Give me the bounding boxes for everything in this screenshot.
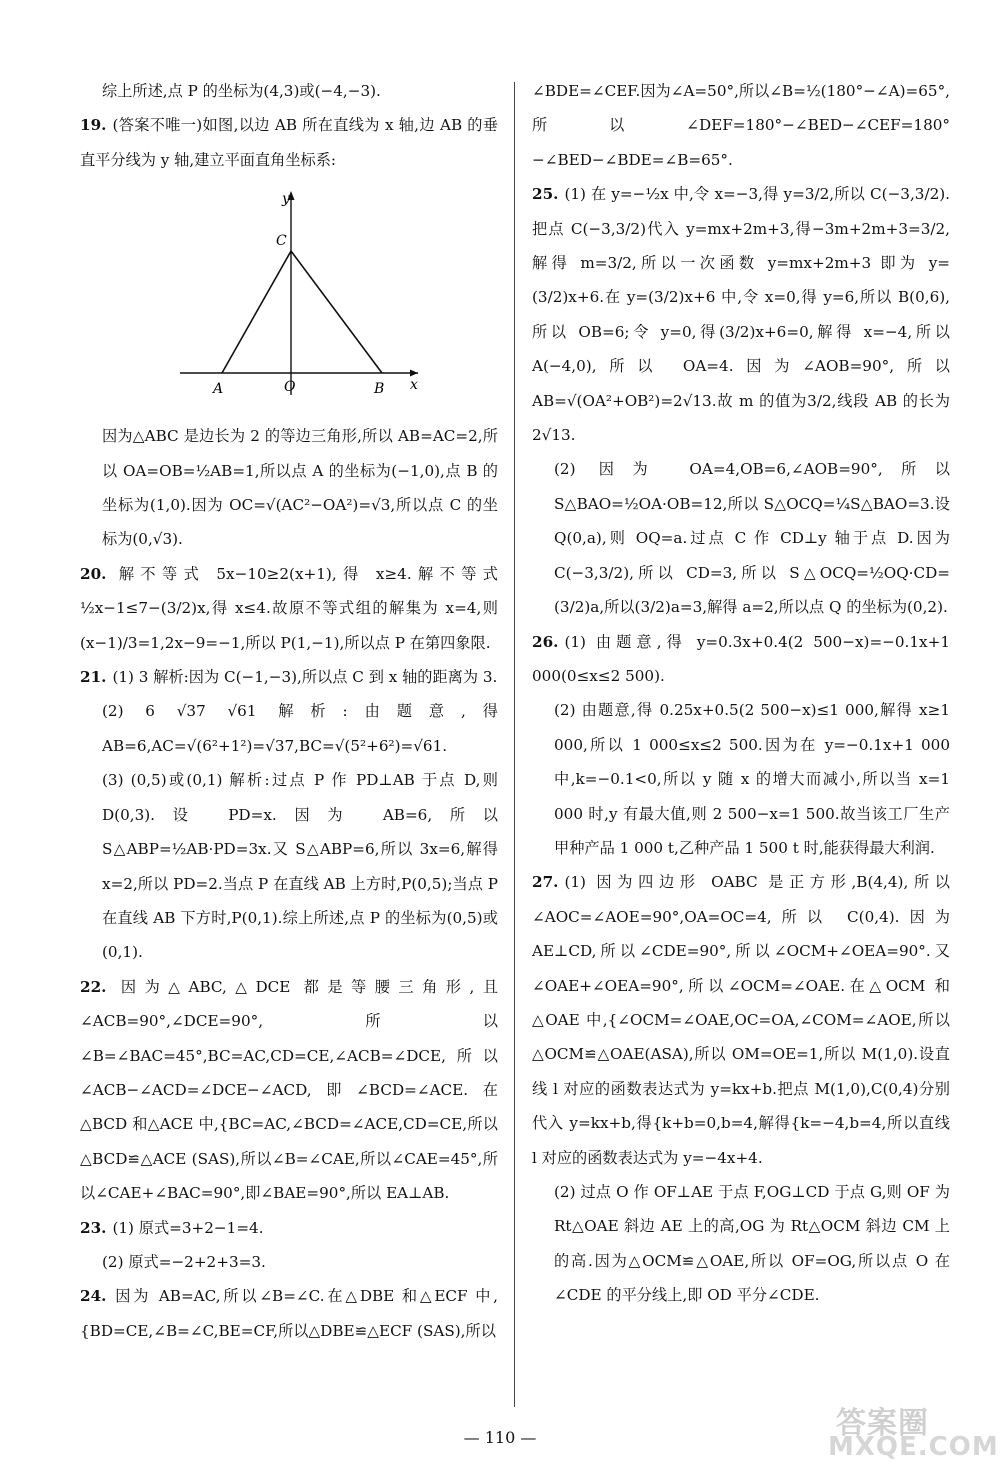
answer-text: (1) 在 y=−½x 中,令 x=−3,得 y=3/2,所以 C(−3,3/2).把点 C(−3,3/2)代入 y=mx+2m+3,得−3m+2m+3=3/2,解得 m=3/2,所以一次函数 y=mx+2m+3 即为 y=(3/2)x+6.在 y=(3/2)x+6 中,令 x=0,得 y=6,所以 B(0,6),所以 OB=6;令 y=0,得(3/2)x+6=0,解得 x=−4,所以 A(−4,0),所以 OA=4.因为∠AOB=90°,所以 AB=√(OA²+OB²)=2√13.故 m 的值为3/2,线段 AB 的长为 2√13.	[532, 185, 950, 445]
answer-25-part1	[532, 177, 950, 452]
answer-text: (答案不唯一)如图,以边 AB 所在直线为 x 轴,边 AB 的垂直平分线为 y 轴,建立平面直角坐标系:	[80, 116, 498, 169]
answer-text: (1) 由题意,得 y=0.3x+0.4(2 500−x)=−0.1x+1 000(0≤x≤2 500).	[532, 632, 950, 685]
answer-26-part2: (2) 由题意,得 0.25x+0.5(2 500−x)≤1 000,解得 x≥1 000,所以 1 000≤x≤2 500.因为在 y=−0.1x+1 000 中,k=−0.1<0,所以 y 随 x 的增大而减小,所以当 x=1 000 时,y 有最大值,则 2 500−x=1 500.故当该工厂生产甲种产品 1 000 t,乙种产品 1 500 t 时,能获得最大利润.	[554, 701, 950, 857]
point-b-label: B	[374, 381, 385, 398]
question-number: 19.	[80, 116, 107, 135]
x-label: x	[410, 377, 418, 394]
answer-text: (1) 3 解析:因为 C(−1,−3),所以点 C 到 x 轴的距离为 3.	[112, 668, 498, 687]
answer-27-part1	[532, 865, 950, 1175]
page-number: — 110 —	[463, 1428, 537, 1447]
question-number: 27.	[532, 873, 559, 892]
answer-text: 因为△ABC,△DCE 都是等腰三角形,且∠ACB=90°,∠DCE=90°,所以∠B=∠BAC=45°,BC=AC,CD=CE,∠ACB=∠DCE,所以∠ACB−∠ACD=∠DCE−∠ACD,即∠BCD=∠ACE.在△BCD 和△ACE 中,{BC=AC,∠BCD=∠ACE,CD=CE,所以△BCD≌△ACE (SAS),所以∠B=∠CAE,所以∠CAE=45°,所以∠CAE+∠BAC=90°,即∠BAE=90°,所以 EA⊥AB.	[80, 977, 498, 1203]
question-number: 25.	[532, 185, 559, 204]
answer-text: 因为 AB=AC,所以∠B=∠C.在△DBE 和△ECF 中,{BD=CE,∠B=∠C,BE=CF,所以△DBE≌△ECF (SAS),所以	[80, 1287, 498, 1340]
answer-text: (1) 原式=3+2−1=4.	[112, 1218, 264, 1237]
x-axis-arrow	[410, 370, 418, 377]
point-o-label: O	[284, 379, 296, 396]
coordinate-figure	[80, 183, 498, 415]
triangle-diagram	[80, 183, 498, 415]
point-c-label: C	[276, 233, 287, 250]
y-label: y	[282, 191, 290, 208]
answer-18-conclusion: 综上所述,点 P 的坐标为(4,3)或(−4,−3).	[102, 82, 381, 100]
answer-19	[80, 108, 498, 177]
answer-23-part2: (2) 原式=−2+2+3=3.	[102, 1252, 266, 1271]
point-a-label: A	[213, 381, 224, 398]
answer-text: 解不等式 5x−10≥2(x+1),得 x≥4.解不等式 ½x−1≤7−(3/2)x,得 x≤4.故原不等式组的解集为 x=4,则 (x−1)/3=1,2x−9=−1,所以 P(1,−1),所以点 P 在第四象限.	[80, 564, 498, 652]
answer-21-part3: (3) (0,5)或(0,1) 解析:过点 P 作 PD⊥AB 于点 D,则 D(0,3).设 PD=x.因为 AB=6,所以 S△ABP=½AB·PD=3x.又 S△ABP=6,所以 3x=6,解得 x=2,所以 PD=2.当点 P 在直线 AB 上方时,P(0,5);当点 P 在直线 AB 下方时,P(0,1).综上所述,点 P 的坐标为(0,5)或(0,1).	[102, 771, 498, 962]
question-number: 23.	[80, 1218, 107, 1237]
watermark-domain: MXQE.COM	[828, 1432, 999, 1462]
answer-21-part1	[80, 660, 498, 694]
question-number: 26.	[532, 632, 559, 651]
watermark-logo-text: 答案圈	[836, 1406, 929, 1441]
answer-23-part1	[80, 1211, 498, 1245]
question-number: 24.	[80, 1287, 107, 1306]
side-ac	[222, 251, 291, 373]
answer-19-solution: 因为△ABC 是边长为 2 的等边三角形,所以 AB=AC=2,所以 OA=OB=½AB=1,所以点 A 的坐标为(−1,0),点 B 的坐标为(1,0).因为 OC=√(AC²−OA²)=√3,所以点 C 的坐标为(0,√3).	[102, 427, 498, 549]
question-number: 22.	[80, 977, 107, 996]
answer-25-part2: (2) 因为 OA=4,OB=6,∠AOB=90°,所以 S△BAO=½OA·OB=12,所以 S△OCQ=¼S△BAO=3.设 Q(0,a),则 OQ=a.过点 C 作 CD⊥y 轴于点 D.因为 C(−3,3/2),所以 CD=3,所以 S△OCQ=½OQ·CD=(3/2)a,所以(3/2)a=3,解得 a=2,所以点 Q 的坐标为(0,2).	[554, 460, 950, 617]
answer-22	[80, 970, 498, 1211]
answer-24	[80, 1279, 498, 1348]
side-cb	[291, 251, 382, 373]
left-column	[80, 74, 498, 1348]
answer-27-part2: (2) 过点 O 作 OF⊥AE 于点 F,OG⊥CD 于点 G,则 OF 为 Rt△OAE 斜边 AE 上的高,OG 为 Rt△OCM 斜边 CM 上的高.因为△OCM≌△OAE,所以 OF=OG,所以点 O 在∠CDE 的平分线上,即 OD 平分∠CDE.	[554, 1183, 950, 1305]
answer-26-part1	[532, 625, 950, 694]
site-watermark	[828, 1406, 999, 1464]
question-number: 21.	[80, 668, 107, 687]
answer-21-part2: (2) 6 √37 √61 解析:由题意,得 AB=6,AC=√(6²+1²)=√37,BC=√(5²+6²)=√61.	[102, 702, 498, 755]
column-divider	[514, 82, 515, 1407]
answer-text: (1) 因为四边形 OABC 是正方形,B(4,4),所以∠AOC=∠AOE=90°,OA=OC=4,所以 C(0,4).因为 AE⊥CD,所以∠CDE=90°,所以∠OCM+∠OEA=90°.又∠OAE+∠OEA=90°,所以∠OCM=∠OAE.在△OCM 和△OAE 中,{∠OCM=∠OAE,OC=OA,∠COM=∠AOE,所以△OCM≌△OAE(ASA),所以 OM=OE=1,所以 M(1,0).设直线 l 对应的函数表达式为 y=kx+b.把点 M(1,0),C(0,4)分别代入 y=kx+b,得{k+b=0,b=4,解得{k=−4,b=4,所以直线 l 对应的函数表达式为 y=−4x+4.	[532, 873, 950, 1167]
answer-24-continued: ∠BDE=∠CEF.因为∠A=50°,所以∠B=½(180°−∠A)=65°,所以∠DEF=180°−∠BED−∠CEF=180°−∠BED−∠BDE=∠B=65°.	[532, 82, 950, 169]
question-number: 20.	[80, 564, 107, 583]
answer-20	[80, 557, 498, 660]
right-column	[532, 74, 950, 1313]
